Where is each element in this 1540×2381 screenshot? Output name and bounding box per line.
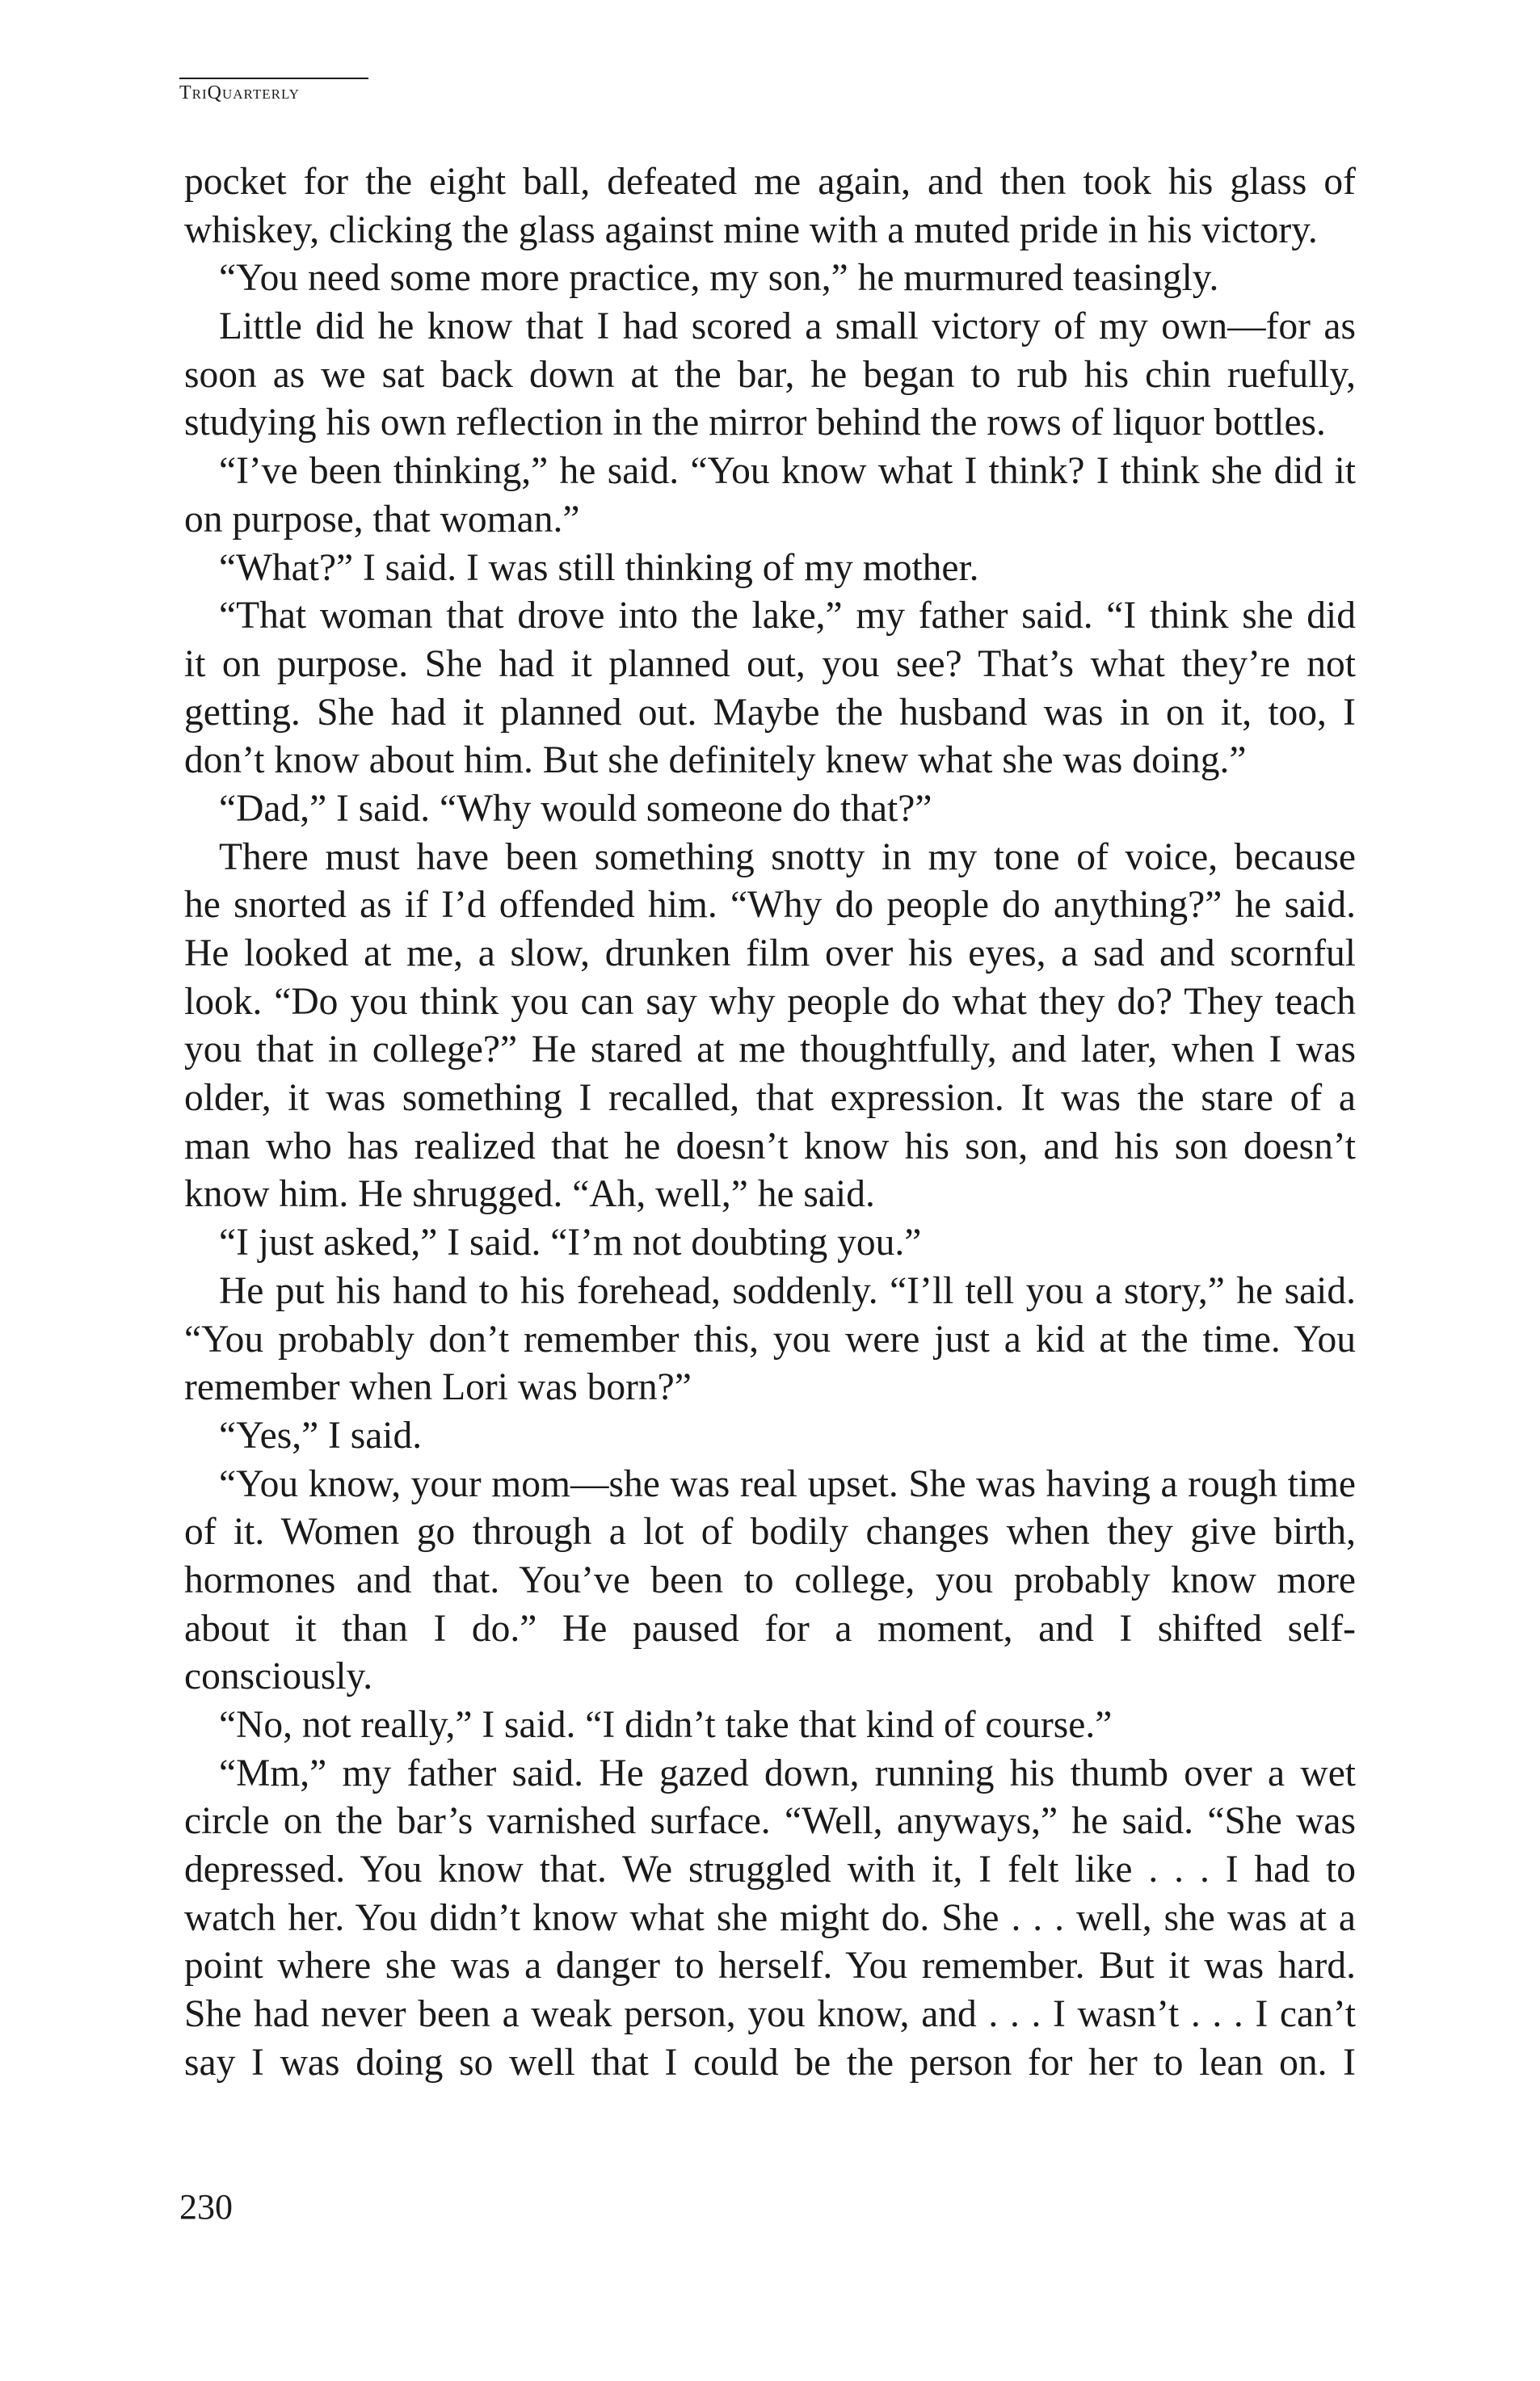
text-line: soon as we sat back down at the bar, he began to rub his chin ruefully, [184, 353, 1356, 396]
text-line: He put his hand to his forehead, soddenly. “I’ll tell you a story,” he said. [219, 1269, 1356, 1312]
running-header [179, 78, 368, 104]
text-line: There must have been something snotty in my tone of voice, because [219, 835, 1356, 878]
text-line: She had never been a weak person, you know, and . . . I wasn’t . . . I can’t [184, 1993, 1356, 2036]
text-line: “No, not really,” I said. “I didn’t take that kind of course.” [219, 1704, 1113, 1746]
text-line: circle on the bar’s varnished surface. “Well, anyways,” he said. “She was [184, 1800, 1356, 1843]
text-line: watch her. You didn’t know what she might do. She . . . well, she was at a [184, 1896, 1356, 1939]
text-line: look. “Do you think you can say why people do what they do? They teach [184, 980, 1356, 1023]
text-line: say I was doing so well that I could be the person for her to lean on. I [184, 2041, 1356, 2084]
text-line: “You need some more practice, my son,” he murmured teasingly. [219, 257, 1219, 300]
text-line: know him. He shrugged. “Ah, well,” he said. [184, 1173, 875, 1216]
text-line: Little did he know that I had scored a small victory of my own—for as [219, 305, 1356, 348]
journal-title: TriQuarterly [179, 82, 300, 103]
text-line: hormones and that. You’ve been to college, you probably know more [184, 1559, 1356, 1601]
page-number: 230 [179, 2187, 233, 2227]
text-line: pocket for the eight ball, defeated me again, and then took his glass of [184, 161, 1356, 203]
text-line: “That woman that drove into the lake,” my father said. “I think she did [219, 595, 1356, 637]
text-line: “You probably don’t remember this, you were just a kid at the time. You [184, 1318, 1356, 1361]
text-line: about it than I do.” He paused for a moment, and I shifted self- [184, 1607, 1356, 1650]
text-line: “I just asked,” I said. “I’m not doubting you.” [219, 1222, 922, 1264]
text-line: on purpose, that woman.” [184, 498, 580, 541]
text-line: depressed. You know that. We struggled with it, I felt like . . . I had to [184, 1849, 1356, 1891]
text-line: older, it was something I recalled, that expression. It was the stare of a [184, 1077, 1356, 1120]
text-line: it on purpose. She had it planned out, you see? That’s what they’re not [184, 642, 1356, 685]
text-line: “You know, your mom—she was real upset. She was having a rough time [219, 1462, 1356, 1505]
body-text [184, 158, 1356, 2088]
text-line: He looked at me, a slow, drunken film over his eyes, a sad and scornful [184, 932, 1356, 974]
text-line: studying his own reflection in the mirror behind the rows of liquor bottles. [184, 402, 1326, 444]
text-line: “Dad,” I said. “Why would someone do that?” [219, 787, 932, 830]
text-line: consciously. [184, 1655, 373, 1698]
text-line: you that in college?” He stared at me thoughtfully, and later, when I was [184, 1029, 1356, 1071]
text-line: whiskey, clicking the glass against mine with a muted pride in his victory. [184, 208, 1318, 251]
text-line: “Yes,” I said. [219, 1414, 423, 1457]
text-line: of it. Women go through a lot of bodily changes when they give birth, [184, 1511, 1356, 1554]
text-line: “What?” I said. I was still thinking of my mother. [219, 546, 979, 589]
text-line: “I’ve been thinking,” he said. “You know what I think? I think she did it [219, 450, 1356, 493]
text-line: “Mm,” my father said. He gazed down, running his thumb over a wet [219, 1752, 1356, 1794]
text-line: remember when Lori was born?” [184, 1366, 692, 1409]
text-line: don’t know about him. But she definitely knew what she was doing.” [184, 739, 1247, 782]
text-line: man who has realized that he doesn’t know his son, and his son doesn’t [184, 1125, 1356, 1167]
text-line: getting. She had it planned out. Maybe the husband was in on it, too, I [184, 691, 1356, 734]
text-line: he snorted as if I’d offended him. “Why do people do anything?” he said. [184, 884, 1356, 927]
text-line: point where she was a danger to herself. You remember. But it was hard. [184, 1945, 1356, 1988]
